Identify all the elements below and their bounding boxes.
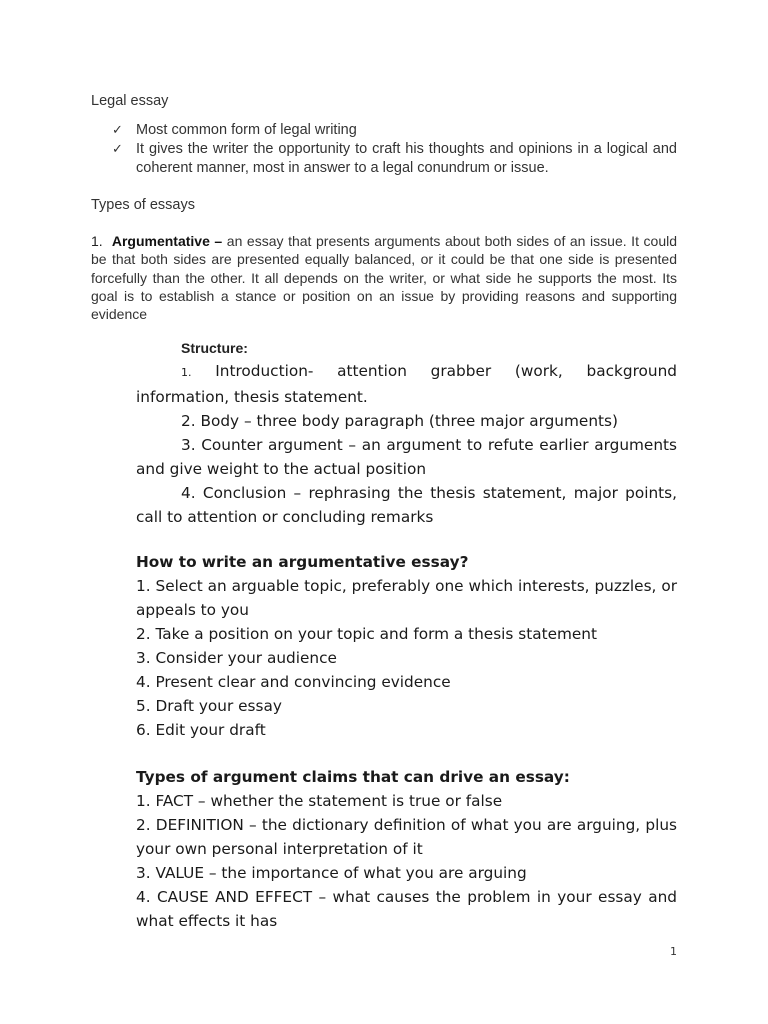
point-text: It gives the writer the opportunity to craft his thoughts and opinions in a logical and coherent manner, most in answer to a legal conundrum or issue. bbox=[136, 141, 677, 176]
structure-item bbox=[136, 481, 677, 529]
legal-essay-points bbox=[91, 121, 677, 178]
list-item: 4. CAUSE AND EFFECT – what causes the problem in your essay and what effects it has bbox=[136, 888, 677, 930]
structure-item-text: Counter argument – an argument to refute earlier arguments and give weight to the actual position bbox=[136, 436, 677, 478]
checkmark-icon: ✓ bbox=[112, 123, 123, 138]
how-to-section bbox=[136, 550, 677, 742]
how-to-title: How to write an argumentative essay? bbox=[136, 553, 469, 571]
structure-item bbox=[136, 433, 677, 481]
structure-item bbox=[136, 359, 677, 409]
argumentative-term: Argumentative – bbox=[111, 233, 223, 249]
page-number: 1 bbox=[670, 945, 677, 958]
structure-item-number: 2. bbox=[181, 412, 196, 430]
list-item bbox=[91, 121, 677, 140]
structure-item-text: Introduction- attention grabber (work, background information, thesis statement. bbox=[136, 362, 677, 406]
list-item: 2. Take a position on your topic and form a thesis statement bbox=[136, 625, 597, 643]
list-item: 3. VALUE – the importance of what you are arguing bbox=[136, 864, 527, 882]
point-text: Most common form of legal writing bbox=[136, 122, 357, 138]
structure-item-number: 4. bbox=[181, 484, 196, 502]
argumentative-description: an essay that presents arguments about both sides of an issue. It could be that both sides are presented equally balanced, or it could be that one side is presented forcefully than the other. It all depends on the writer, or what side he supports the most. Its goal is to establish a stance or position on an issue by providing reasons and supporting evidence bbox=[91, 233, 678, 323]
structure-title: Structure: bbox=[181, 340, 248, 356]
list-item: 5. Draft your essay bbox=[136, 697, 282, 715]
structure-item-number: 1. bbox=[181, 366, 192, 379]
list-item: 1. Select an arguable topic, preferably one which interests, puzzles, or appeals to you bbox=[136, 577, 677, 619]
structure-item bbox=[136, 409, 677, 433]
structure-item-text: Body – three body paragraph (three major arguments) bbox=[195, 412, 618, 430]
claims-section bbox=[136, 765, 677, 933]
argumentative-number: 1. bbox=[91, 233, 103, 249]
types-heading: Types of essays bbox=[91, 197, 195, 213]
structure-item-number: 3. bbox=[181, 436, 196, 454]
claims-title: Types of argument claims that can drive an essay: bbox=[136, 768, 570, 786]
list-item bbox=[91, 140, 677, 178]
list-item: 3. Consider your audience bbox=[136, 649, 337, 667]
list-item: 4. Present clear and convincing evidence bbox=[136, 673, 451, 691]
list-item: 2. DEFINITION – the dictionary definition of what you are arguing, plus your own personal interpretation of it bbox=[136, 816, 677, 858]
structure-item-text: Conclusion – rephrasing the thesis statement, major points, call to attention or concluding remarks bbox=[136, 484, 677, 526]
checkmark-icon: ✓ bbox=[112, 142, 123, 157]
structure-list bbox=[136, 359, 677, 529]
how-to-steps bbox=[136, 574, 677, 742]
legal-essay-title: Legal essay bbox=[91, 93, 169, 109]
list-item: 1. FACT – whether the statement is true or false bbox=[136, 792, 503, 810]
argumentative-paragraph bbox=[91, 232, 677, 323]
claims-list bbox=[136, 789, 677, 933]
list-item: 6. Edit your draft bbox=[136, 721, 266, 739]
